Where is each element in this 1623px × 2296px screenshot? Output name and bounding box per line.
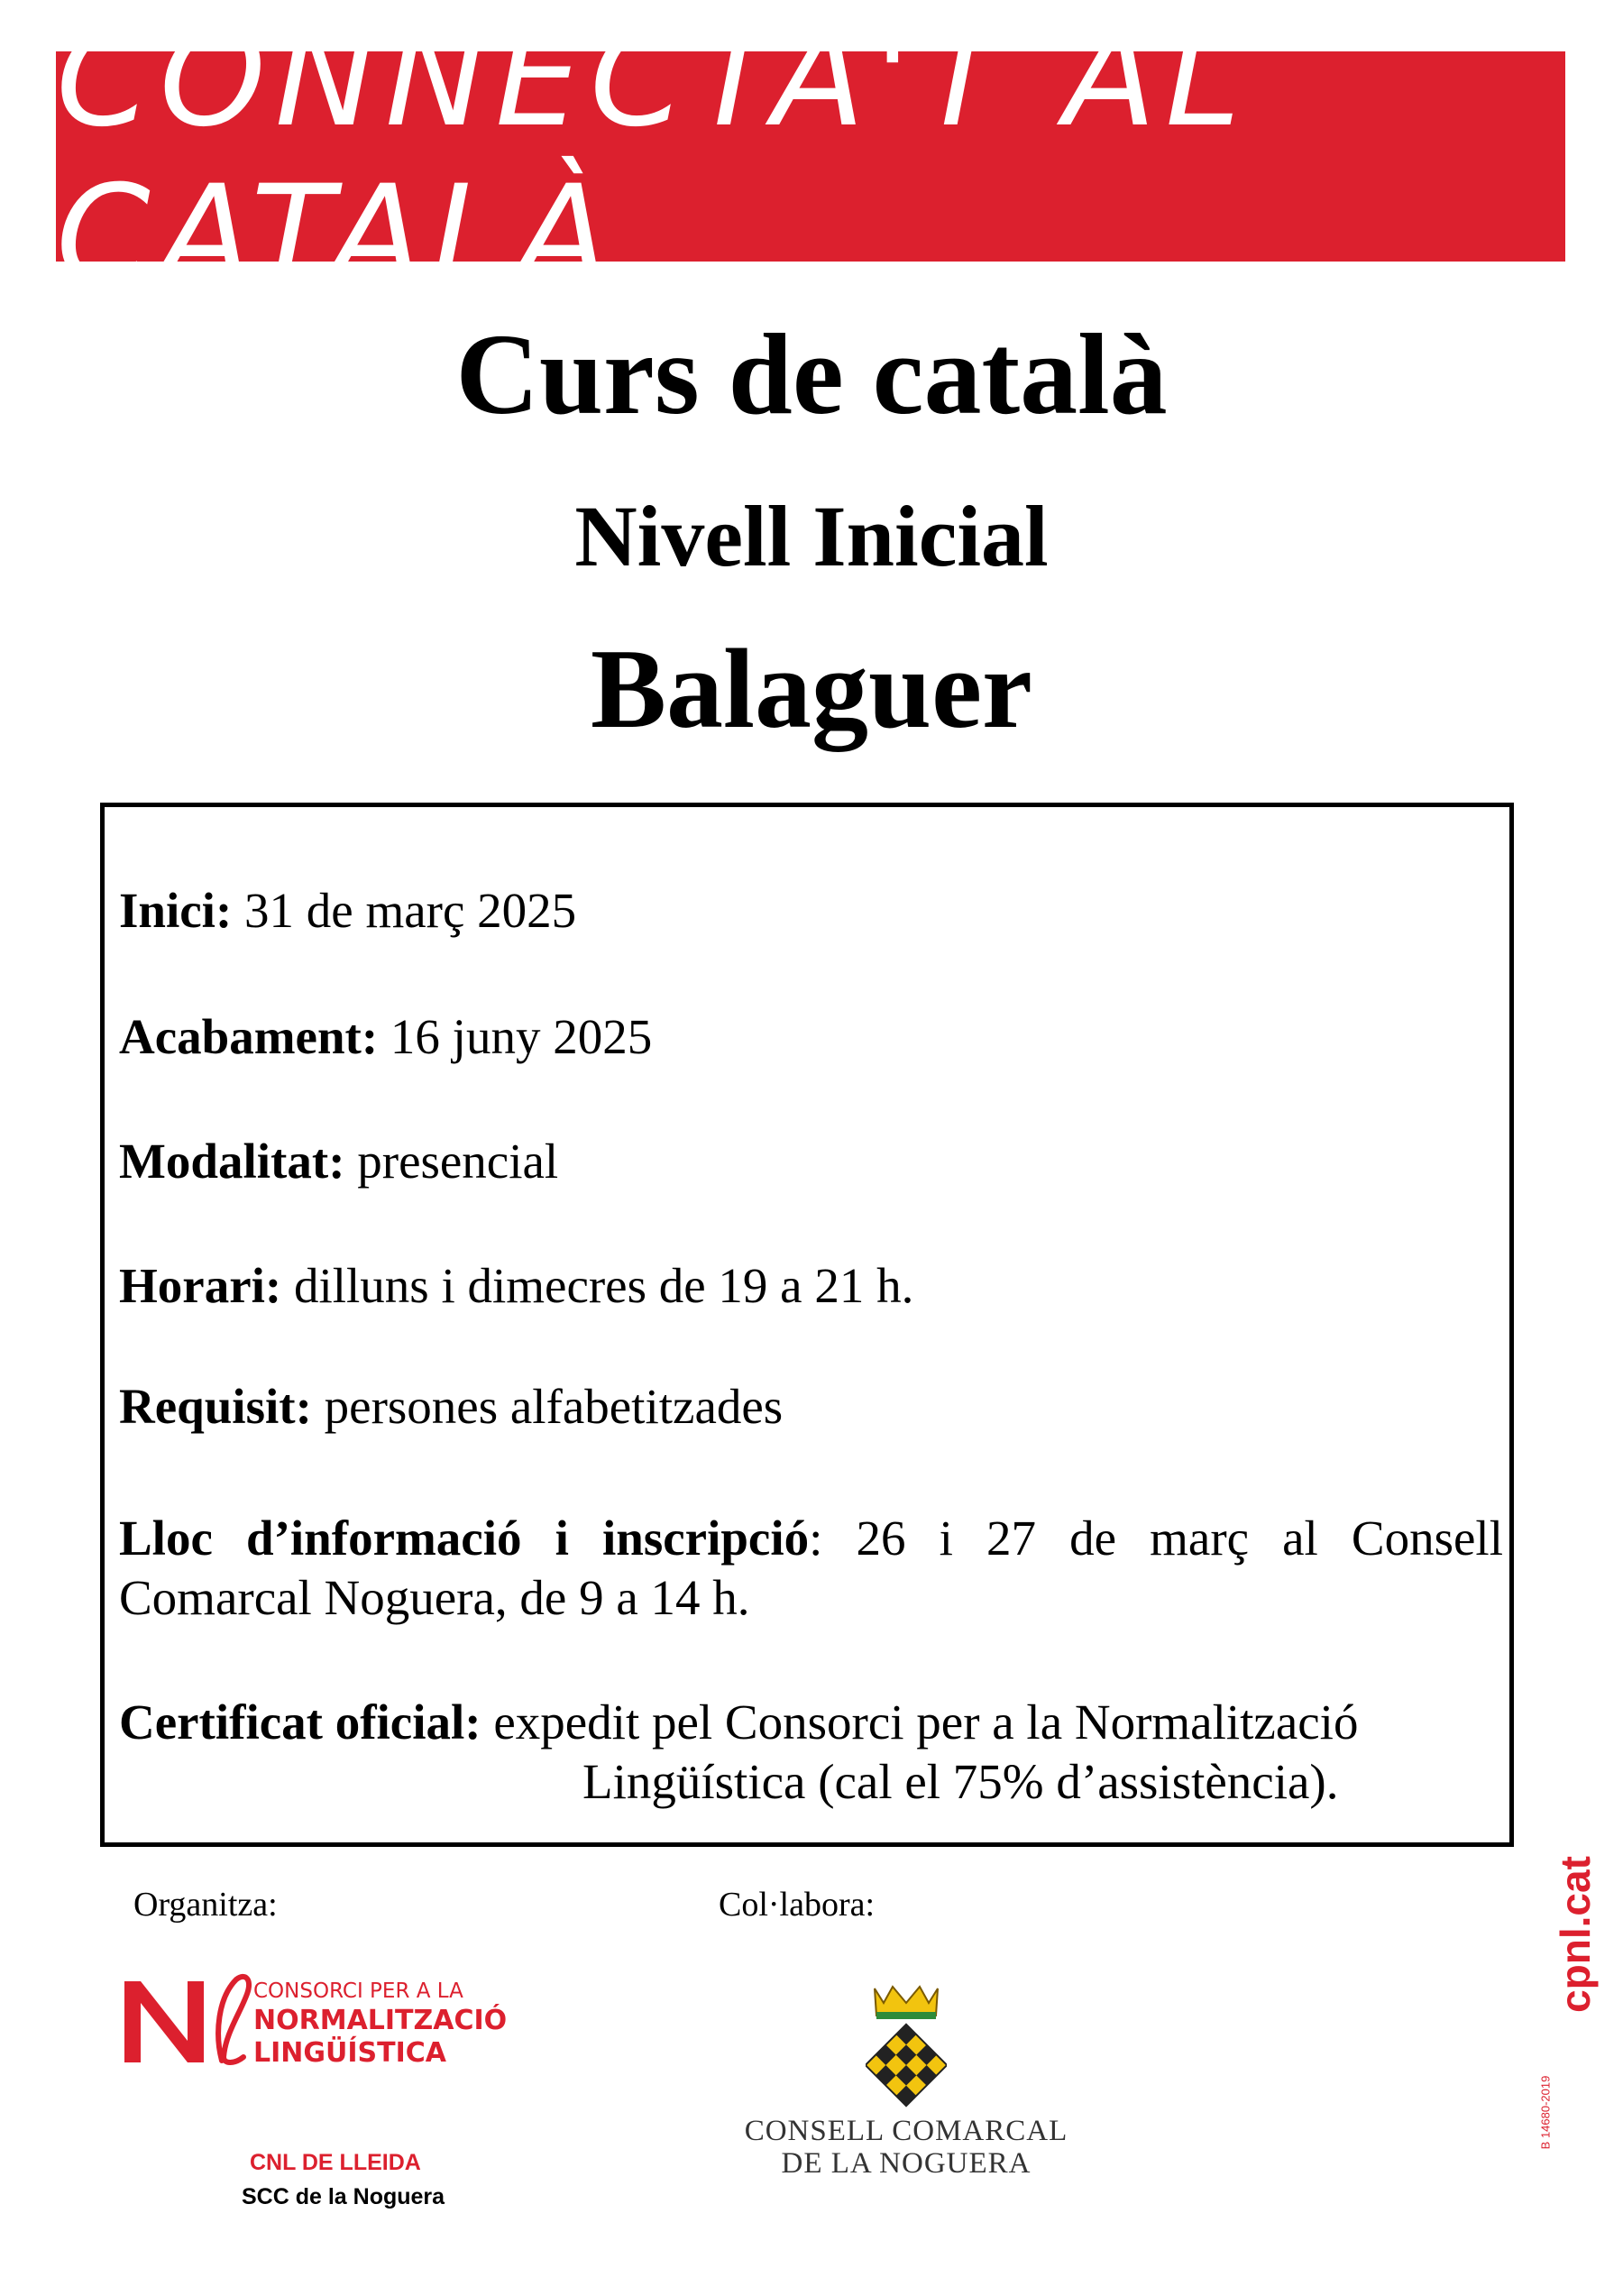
inici-value: 31 de març 2025 — [244, 883, 577, 938]
lloc-value-1: : 26 i 27 de març al Consell — [809, 1511, 1503, 1566]
cpnl-url-text: cpnl.cat — [1551, 1856, 1599, 2013]
modalitat-label: Modalitat: — [119, 1134, 345, 1189]
info-row-lloc — [119, 1509, 1503, 1628]
consell-comarcal-logo — [730, 1943, 1082, 2214]
cpnl-logo-icon — [124, 1970, 260, 2070]
inici-label: Inici: — [119, 883, 233, 938]
organitza-label: Organitza: — [133, 1886, 278, 1924]
info-row-acabament — [119, 1007, 1503, 1067]
certificat-value-1: expedit pel Consorci per a la Normalització — [493, 1694, 1359, 1750]
reference-code — [1538, 2065, 1564, 2164]
lloc-line-1 — [119, 1509, 1503, 1568]
acabament-value: 16 juny 2025 — [390, 1009, 653, 1064]
course-title: Curs de català — [455, 310, 1168, 438]
info-row-horari — [119, 1256, 1503, 1316]
requisit-label: Requisit: — [119, 1379, 312, 1434]
modalitat-value: presencial — [357, 1134, 559, 1189]
certificat-value-2: Lingüística (cal el 75% d’assistència). — [582, 1754, 1339, 1809]
acabament-label: Acabament: — [119, 1009, 379, 1064]
cpnl-logo-text — [253, 1978, 507, 2070]
cnl-lleida-text: CNL DE LLEIDA — [250, 2150, 421, 2175]
info-row-requisit — [119, 1377, 1503, 1437]
reference-code-text: B 14680-2019 — [1538, 2075, 1553, 2150]
consell-name-line-2: DE LA NOGUERA — [781, 2147, 1032, 2180]
course-city: Balaguer — [591, 627, 1032, 752]
consell-name-line-1: CONSELL COMARCAL — [744, 2115, 1068, 2147]
horari-label: Horari: — [119, 1258, 282, 1313]
course-level: Nivell Inicial — [574, 488, 1049, 584]
certificat-line-1 — [119, 1693, 1503, 1752]
collabora-label: Col·labora: — [719, 1886, 876, 1924]
cpnl-line-1: CONSORCI PER A LA — [253, 1979, 463, 2003]
lloc-value-2: Comarcal Noguera, de 9 a 14 h. — [119, 1570, 750, 1625]
cpnl-logo — [124, 1970, 508, 2070]
info-row-inici — [119, 881, 1503, 941]
banner — [56, 0, 1565, 314]
certificat-label: Certificat oficial: — [119, 1694, 481, 1750]
cpnl-url — [1533, 1856, 1599, 2013]
info-box — [100, 803, 1514, 1847]
consell-crest-icon — [866, 1979, 947, 2115]
horari-value: dilluns i dimecres de 19 a 21 h. — [293, 1258, 914, 1313]
scc-noguera-text: SCC de la Noguera — [242, 2184, 445, 2209]
info-row-certificat — [119, 1693, 1503, 1812]
banner-logo-text: CONNECTA'T AL CATALÀ — [56, 0, 1250, 314]
lloc-label: Lloc d’informació i inscripció — [119, 1511, 810, 1566]
cpnl-line-2: NORMALITZACIÓ — [253, 2005, 508, 2036]
info-row-modalitat — [119, 1132, 1503, 1191]
cpnl-line-3: LINGÜÍSTICA — [253, 2037, 446, 2069]
requisit-value: persones alfabetitzades — [324, 1379, 784, 1434]
